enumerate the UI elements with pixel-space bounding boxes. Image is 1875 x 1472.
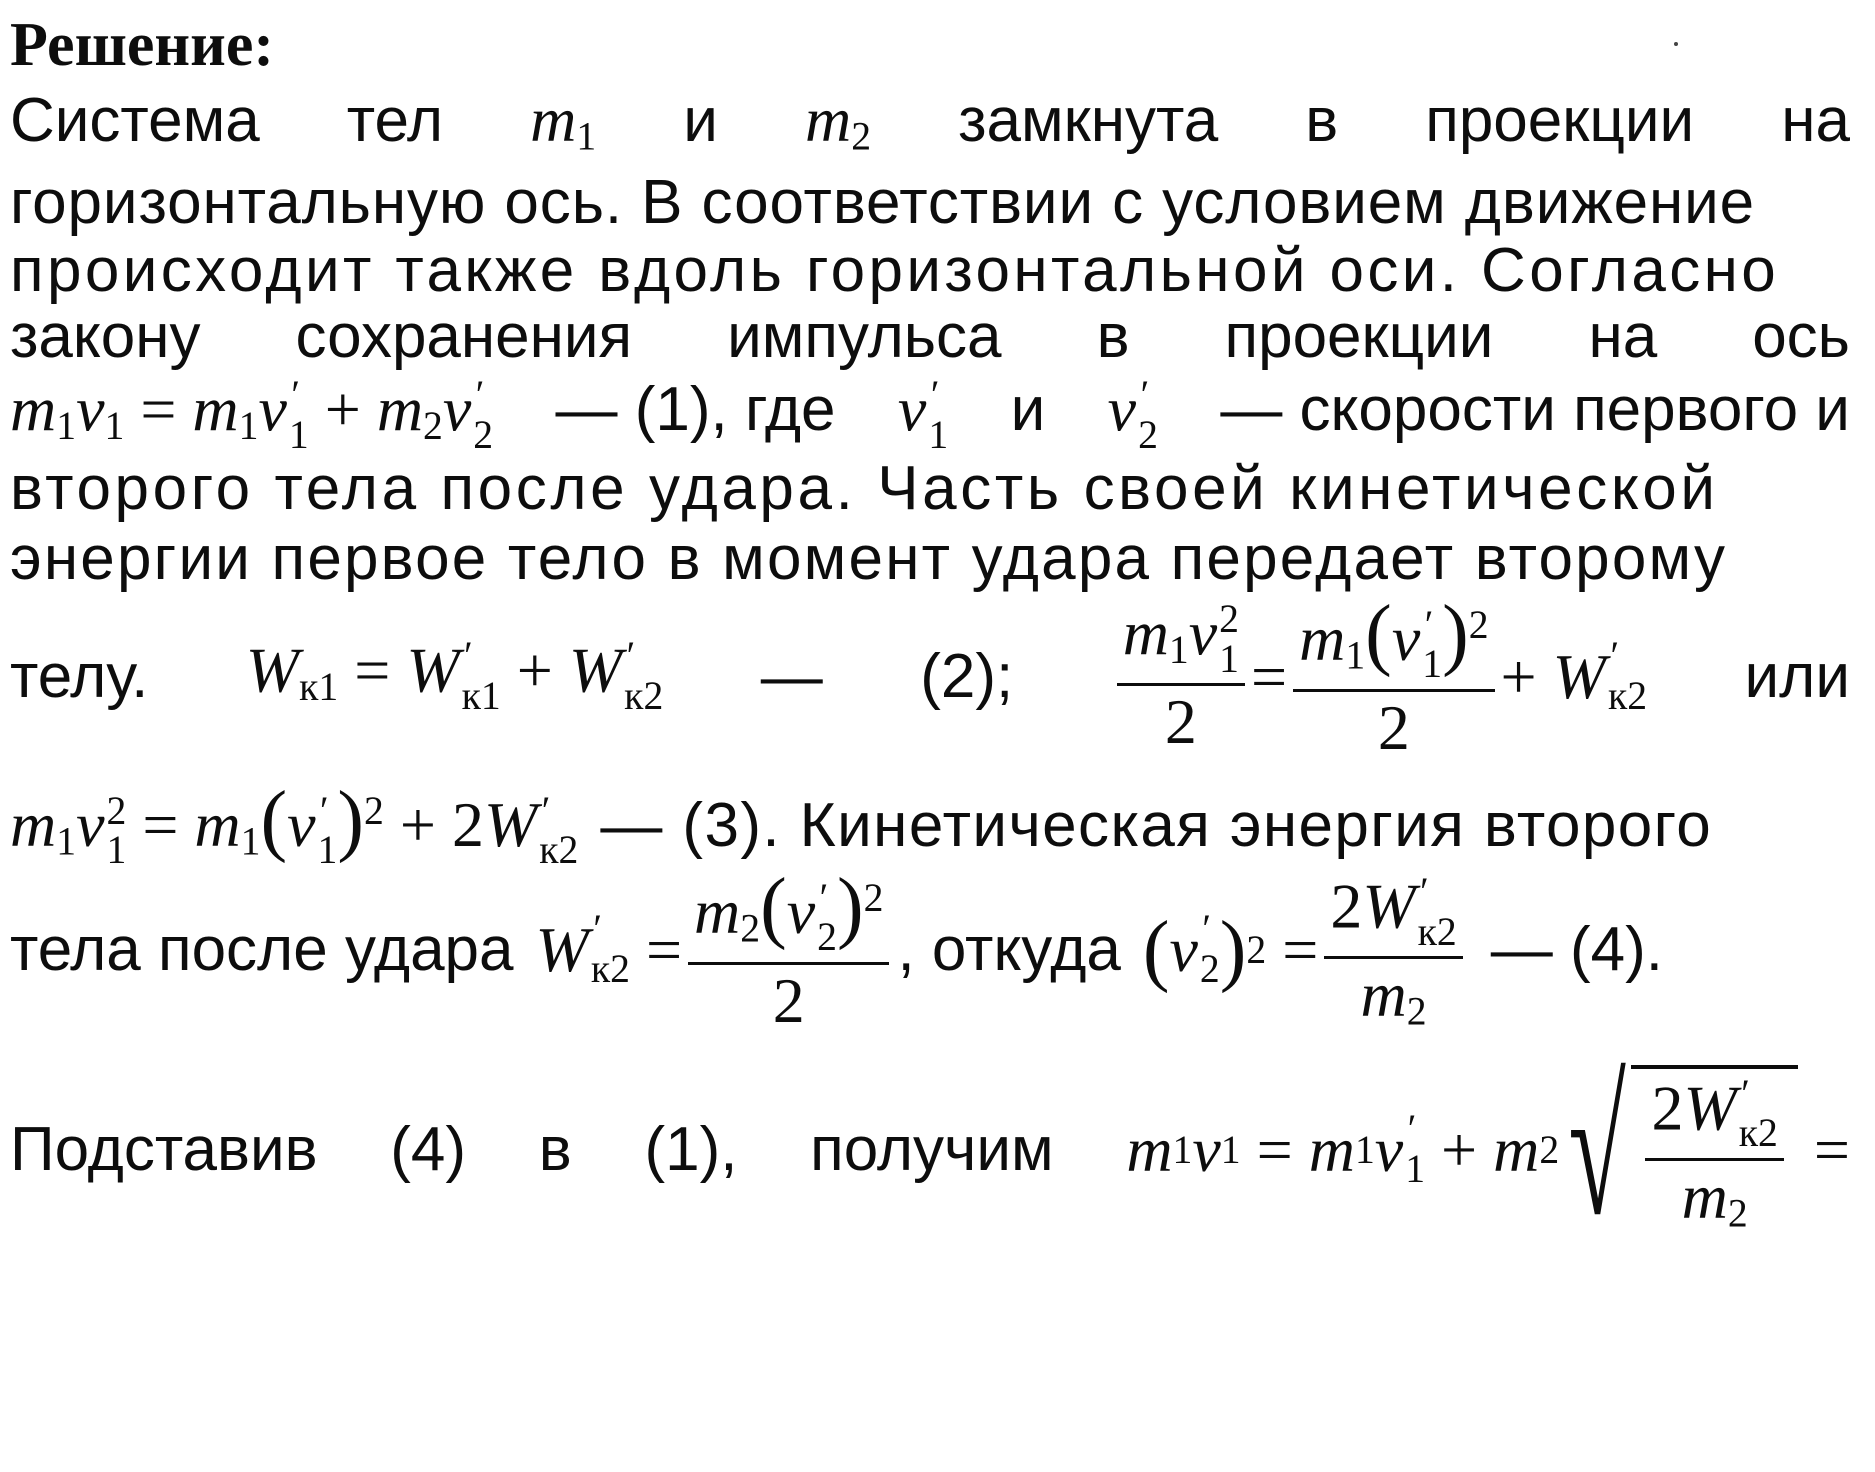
formula-4: ( v ′ 2 ) 2 = 2W ′ к2 $m_2$ [1143, 873, 1469, 1027]
formula-substitution: m 1 v 1 = m 1 v ′ 1 + m 2 √ 2W ′ к2 $m_2$ = [1126, 1044, 1850, 1255]
text-line-3: происходит также вдоль горизонтальной оси. Согласно [10, 236, 1780, 305]
formula-v2-prime: v ′ 2 [1107, 373, 1158, 457]
text-line-1: Система тел $m_1$ и $m_2$ замкнута в проекции на [10, 84, 1850, 159]
text-line-7: энергии первое тело в момент удара передает второму [10, 524, 1728, 593]
formula-energy-balance: $W_{к1} = W$ ′ к1 + W ′ к2 [245, 634, 664, 718]
formula-m1: $m_1$ [530, 84, 597, 159]
formula-3: $m_1v$ 2 1 = $m_1(v$ ′ 1 )$^2$ + 2W ′ к2 [10, 776, 579, 873]
solution-heading: Решение: [10, 11, 275, 79]
text-line-4: закону сохранения импульса в проекции на ось [10, 302, 1850, 371]
text-line-10: тела после удара W ′ к2 = $m_2(v$ ′ 2 )$^2$ 2 , откуда ( v ′ 2 ) 2 = 2W ′ к2 $m_2$ — (4). [10, 863, 1664, 1036]
text-line-9: $m_1v$ 2 1 = $m_1(v$ ′ 1 )$^2$ + 2W ′ к2 — (3). Кинетическая энергия второго [10, 776, 1713, 873]
text-line-11: Подставив (4) в (1), получим m 1 v 1 = m 1 v ′ 1 + m 2 √ 2W ′ к2 $m_2$ = [10, 1044, 1850, 1255]
text-line-5: $m_1v_1 = m_1v$ ′ 1 + $m_2v$ ′ 2 — (1), где v ′ 1 и v ′ 2 — скорости первого и [10, 373, 1850, 457]
formula-momentum: $m_1v_1 = m_1v$ ′ 1 + $m_2v$ ′ 2 [10, 373, 494, 457]
formula-kinetic-second: W ′ к2 = $m_2(v$ ′ 2 )$^2$ 2 [536, 867, 896, 1033]
text-line-6: второго тела после удара. Часть своей кинетической [10, 454, 1719, 523]
formula-energy-fractions: $m_1v$ 2 1 2 = $m_1(v$ ′ 1 )$^2$ 2 + W ′ к2 [1111, 594, 1647, 760]
formula-v1-prime: v ′ 1 [897, 373, 949, 457]
formula-m2: $m_2$ [804, 84, 872, 159]
sqrt-sign: √ 2W ′ к2 $m_2$ [1559, 1065, 1798, 1236]
text-line-2: горизонтальную ось. В соответствии с условием движение [10, 168, 1756, 237]
text-line-8: телу. $W_{к1} = W$ ′ к1 + W ′ к2 — (2); $m_1v$ 2 1 2 = $m_1(v$ ′ 1 )$^2$ 2 + W ′ к2 или [10, 590, 1850, 763]
scan-speck [1674, 42, 1678, 46]
